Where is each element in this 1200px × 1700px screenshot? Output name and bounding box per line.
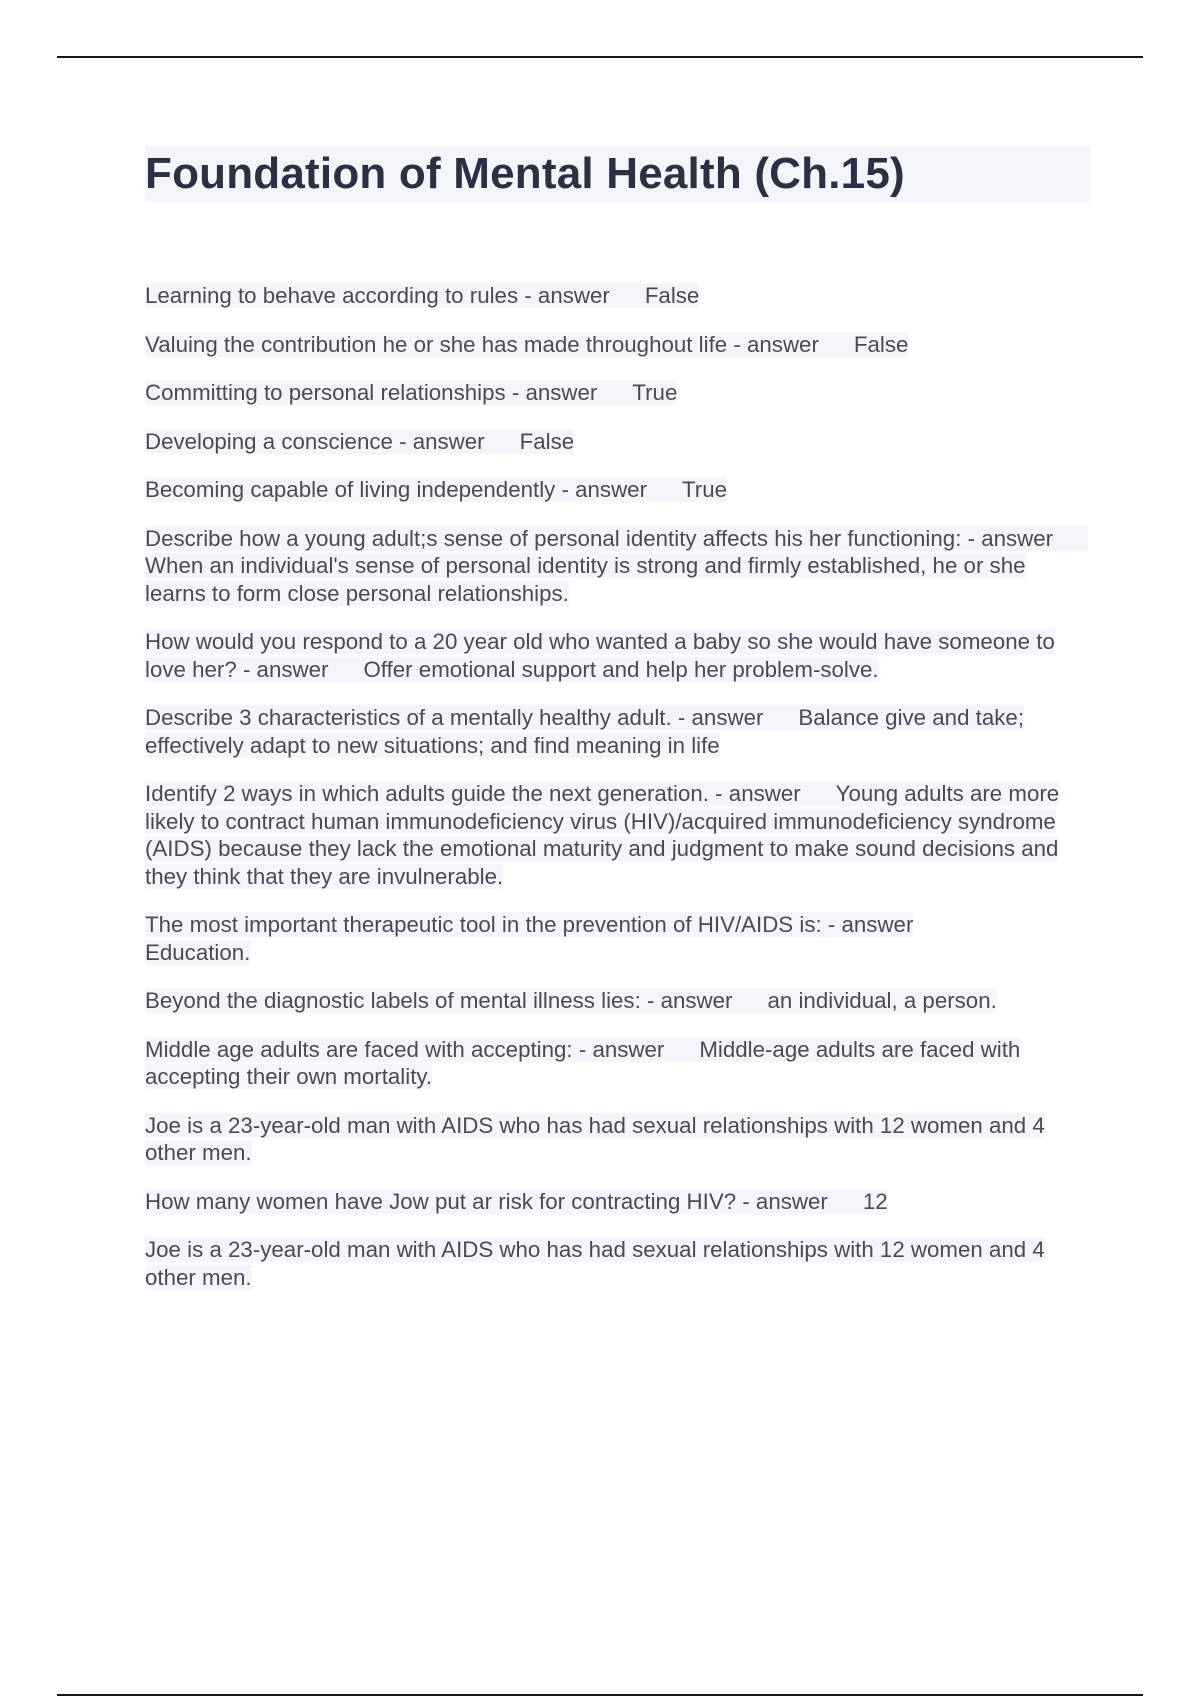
answer: True — [632, 380, 678, 405]
answer: Offer emotional support and help her problem-solve. — [363, 656, 879, 682]
question: Committing to personal relationships — [145, 380, 506, 405]
question: The most important therapeutic tool in the prevention of HIV/AIDS is: — [145, 912, 822, 937]
answer-separator: - answer — [827, 912, 914, 937]
qa-item — [145, 525, 1090, 608]
question: How would you respond to a 20 year old who wanted a baby so she would have someone to love her? — [145, 629, 1055, 682]
answer: When an individual's sense of personal identity is strong and firmly established, he or she learns to form close personal relationships. — [145, 553, 1026, 606]
qa-item — [145, 911, 1090, 966]
question: Becoming capable of living independently — [145, 477, 556, 502]
qa-item — [145, 282, 1090, 310]
qa-item — [145, 1112, 1090, 1167]
qa-item — [145, 628, 1090, 683]
answer-separator: - answer — [399, 428, 485, 454]
question: How many women have Jow put ar risk for contracting HIV? — [145, 1188, 737, 1214]
qa-item — [145, 1036, 1090, 1091]
answer-separator: - answer — [742, 1188, 828, 1214]
question: Joe is a 23-year-old man with AIDS who has had sexual relationships with 12 women and 4 other men. — [145, 1112, 1045, 1165]
question: Describe 3 characteristics of a mentally healthy adult. — [145, 705, 672, 730]
answer-separator: - answer — [646, 988, 733, 1013]
answer: Education. — [145, 939, 251, 965]
answer: False — [644, 283, 700, 308]
answer-separator: - answer — [511, 380, 598, 405]
qa-item — [145, 331, 1090, 359]
question: Middle age adults are faced with accepting: — [145, 1036, 573, 1062]
document-title: Foundation of Mental Health (Ch.15) — [145, 146, 1090, 202]
qa-item — [145, 428, 1090, 456]
answer-separator: - answer — [578, 1036, 665, 1062]
question: Developing a conscience — [145, 428, 393, 454]
question: Valuing the contribution he or she has made throughout life — [145, 331, 728, 357]
answer-separator: - answer — [677, 705, 764, 730]
answer-separator: answer — [981, 525, 1054, 551]
answer: Young adults are more likely to contract human immunodeficiency virus (HIV)/acquired immunodeficiency syndrome (AIDS) because they lack the emotional maturity and judgment to make sound decisions and they think that they are invulnerable. — [145, 781, 1060, 889]
answer: Middle-age adults are faced with accepting their own mortality. — [145, 1036, 1021, 1089]
qa-item — [145, 1236, 1090, 1291]
qa-item — [145, 1188, 1090, 1216]
question: Beyond the diagnostic labels of mental illness lies: — [145, 988, 641, 1013]
bottom-rule — [57, 1694, 1143, 1696]
answer: 12 — [862, 1188, 888, 1214]
answer: True — [682, 477, 728, 502]
qa-item — [145, 780, 1090, 890]
document-body — [145, 146, 1090, 1312]
answer-separator: - answer — [242, 656, 329, 682]
question: Learning to behave according to rules — [145, 283, 519, 308]
qa-item — [145, 379, 1090, 407]
answer-separator: - answer — [524, 283, 610, 308]
question: Identify 2 ways in which adults guide the next generation. — [145, 781, 709, 806]
answer-separator: - answer — [733, 331, 819, 357]
answer: False — [853, 331, 909, 357]
qa-item — [145, 704, 1090, 759]
answer: False — [519, 428, 575, 454]
answer-separator: - answer — [715, 781, 801, 806]
answer: Balance give and take; effectively adapt to new situations; and find meaning in life — [145, 705, 1025, 758]
question: Describe how a young adult;s sense of personal identity affects his her functioning: - — [145, 525, 976, 551]
top-rule — [57, 56, 1143, 58]
qa-item — [145, 987, 1090, 1015]
qa-item — [145, 476, 1090, 504]
qa-list — [145, 282, 1090, 1291]
answer-separator: - answer — [561, 477, 647, 502]
question: Joe is a 23-year-old man with AIDS who has had sexual relationships with 12 women and 4 other men. — [145, 1237, 1045, 1290]
answer: an individual, a person. — [767, 988, 997, 1013]
